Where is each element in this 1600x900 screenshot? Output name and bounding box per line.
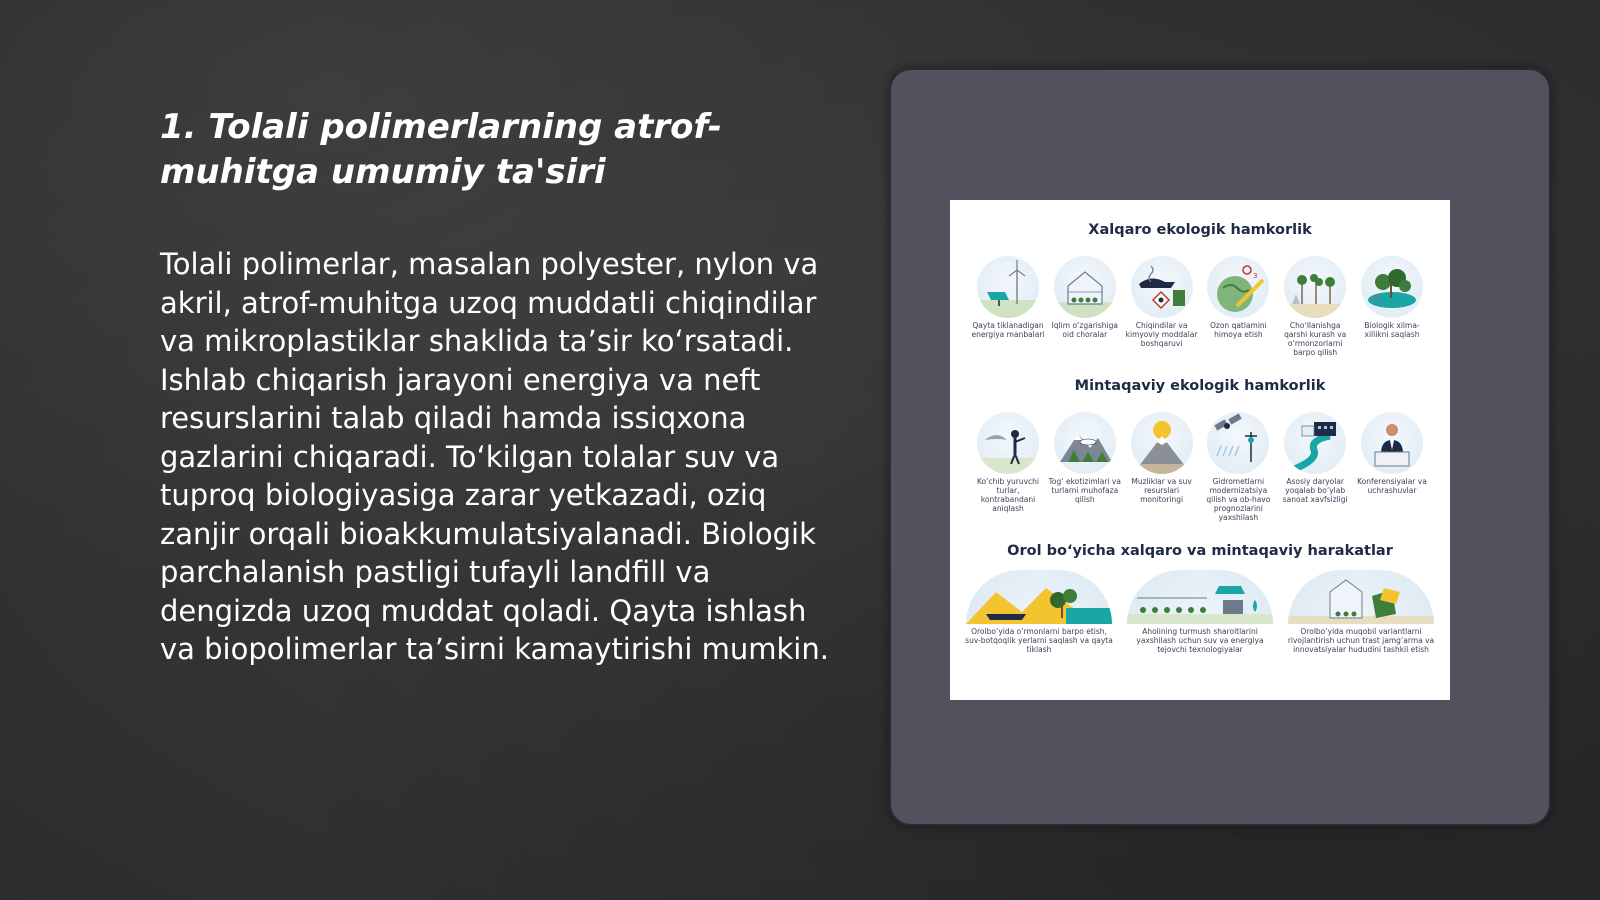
- bird-icon: [977, 412, 1039, 474]
- item-mountain-ecosystems: [1049, 412, 1121, 522]
- waste-icon: [1131, 256, 1193, 318]
- river-icon: [1284, 412, 1346, 474]
- slide-body-text: Tolali polimerlar, masalan polyester, nylon va akril, atrof-muhitga uzoq muddatli chiqindilar va mikroplastiklar shaklida ta’sir ko‘rsatadi. Ishlab chiqarish jarayoni energiya va neft resurslarini talab qiladi hamda issiqxona gazlarini chiqaradi. To‘kilgan tolalar suv va tuproq biologiyasiga zarar yetkazadi, oziq zanjir orqali bioakkumulatsiyalanadi. Biologik parchalanish pastligi tufayli landfill va dengizda uzoq muddat qoladi. Qayta ishlash va biopolimerlar ta’sirni kamaytirishi mumkin.: [160, 247, 829, 666]
- island-icon: [1361, 256, 1423, 318]
- item-biodiversity: [1356, 256, 1428, 357]
- item-water-energy-tech: [1125, 570, 1275, 654]
- greenhouse-icon: [1054, 256, 1116, 318]
- irrigation-icon: [1127, 570, 1273, 624]
- wind-turbine-icon: [977, 256, 1039, 318]
- item-label: Biologik xilma-xillikni saqlash: [1364, 321, 1420, 339]
- slide-title: 1. Tolali polimerlarning atrof-muhitga umumiy ta'siri: [160, 107, 722, 192]
- item-migratory-species: [972, 412, 1044, 522]
- item-conferences: [1356, 412, 1428, 522]
- mountain-icon: [1054, 412, 1116, 474]
- item-river-safety: [1279, 412, 1351, 522]
- item-renewable-energy: [972, 256, 1044, 357]
- item-label: Chiqindilar va kimyoviy moddalar boshqaruvi: [1125, 321, 1198, 348]
- item-label: Ko‘chib yuruvchi turlar, kontrabandani aniqlash: [976, 477, 1040, 513]
- item-hydromet: [1202, 412, 1274, 522]
- item-label: Qayta tiklanadigan energiya manbalari: [971, 321, 1045, 339]
- item-label: Asosiy daryolar yoqalab bo‘ylab sanoat xavfsizligi: [1282, 477, 1348, 504]
- infographic-image: [950, 200, 1450, 700]
- row-aral: [964, 570, 1436, 654]
- item-trust-fund: [1286, 570, 1436, 654]
- item-ozone-protection: [1202, 256, 1274, 357]
- speaker-icon: [1361, 412, 1423, 474]
- globe-icon: [1207, 256, 1269, 318]
- item-label: Gidrometlarni modernizatsiya qilish va ob-havo prognozlarini yaxshilash: [1206, 477, 1271, 522]
- item-waste-management: [1126, 256, 1198, 357]
- item-desertification: [1279, 256, 1351, 357]
- row-international: [972, 256, 1428, 357]
- item-label: Konferensiyalar va uchrashuvlar: [1357, 477, 1427, 495]
- item-aral-forests: [964, 570, 1114, 654]
- item-label: Ozon qatlamini himoya etish: [1210, 321, 1267, 339]
- item-label: Aholining turmush sharoitlarini yaxshilash uchun suv va energiya tejovchi texnologiyalar: [1136, 627, 1264, 654]
- section-title-aral: Orol bo‘yicha xalqaro va mintaqaviy harakatlar: [1007, 543, 1393, 559]
- item-label: Muzliklar va suv resurslari monitoringi: [1131, 477, 1192, 504]
- row-regional: [972, 412, 1428, 522]
- item-label: Tog‘ ekotizimlari va turlarni muhofaza qilish: [1048, 477, 1121, 504]
- aral-forest-icon: [966, 570, 1112, 624]
- item-glacier-monitoring: [1126, 412, 1198, 522]
- item-climate-measures: [1049, 256, 1121, 357]
- satellite-icon: [1207, 412, 1269, 474]
- item-label: Iqlim o‘zgarishiga oid choralar: [1051, 321, 1118, 339]
- trees-icon: [1284, 256, 1346, 318]
- svg-text:3: 3: [1253, 272, 1258, 280]
- item-label: Orolbo‘yida o‘rmonlarni barpo etish, suv-botqoqlik yerlarni saqlash va qayta tiklash: [965, 627, 1113, 654]
- innovation-icon: [1288, 570, 1434, 624]
- section-title-international: Xalqaro ekologik hamkorlik: [1088, 222, 1312, 238]
- item-label: Orolbo‘yida muqobil variantlarni rivojlantirish uchun trast jamg‘arma va innovatsiyalar hududini tashkil etish: [1287, 627, 1435, 654]
- item-label: Cho‘llanishga qarshi kurash va o‘rmonzorlarni barpo qilish: [1284, 321, 1347, 357]
- glacier-icon: [1131, 412, 1193, 474]
- section-title-regional: Mintaqaviy ekologik hamkorlik: [1074, 378, 1326, 394]
